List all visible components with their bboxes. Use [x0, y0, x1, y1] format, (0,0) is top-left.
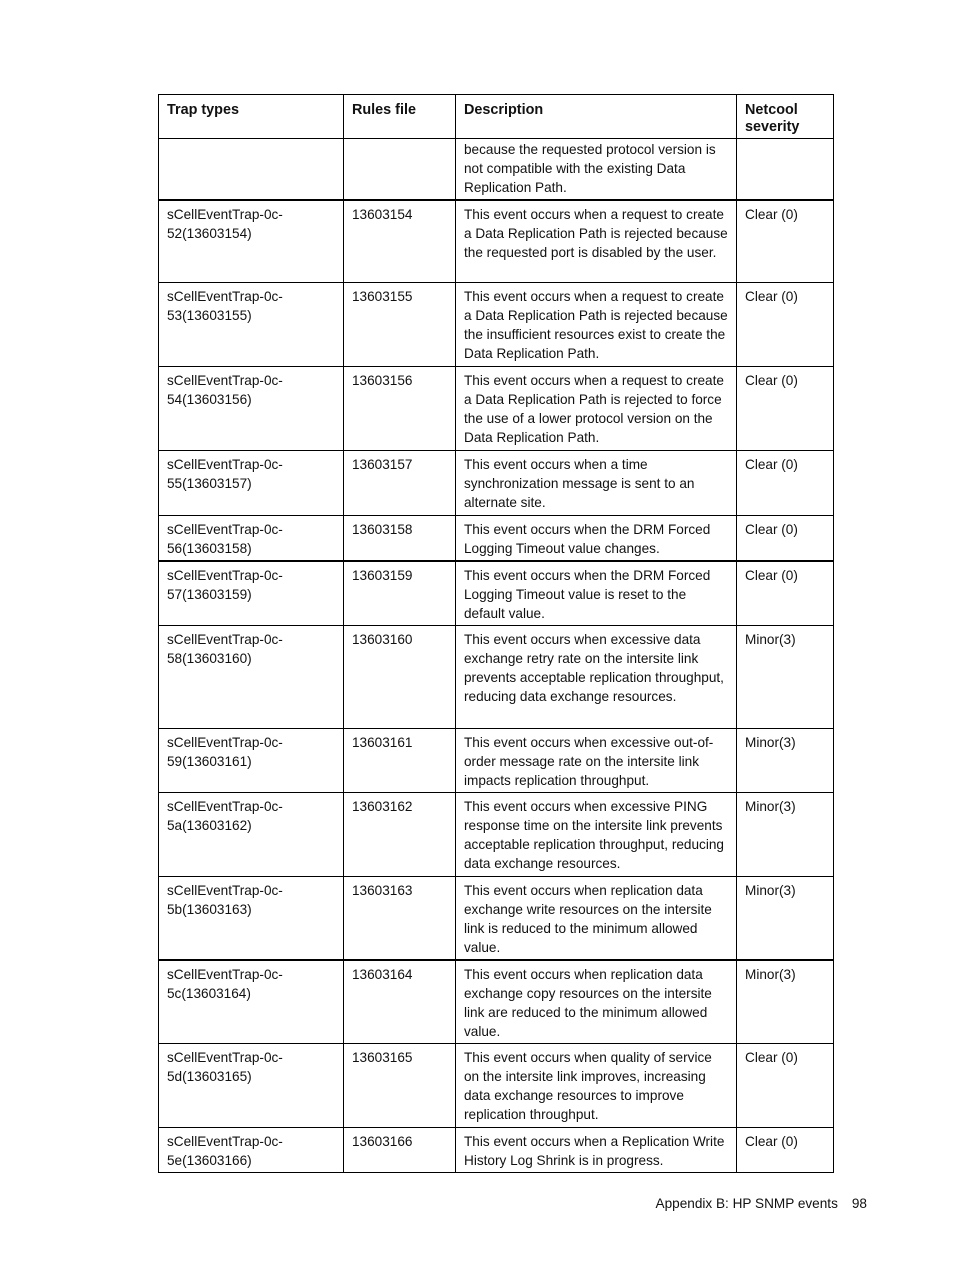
rules-file-cell: 13603165	[344, 1044, 456, 1128]
trap-type-cell: sCellEventTrap-0c-5e(13603166)	[159, 1128, 344, 1173]
description-cell: This event occurs when a request to create a Data Replication Path is rejected because the insufficient resources exist to create the Data Replication Path.	[456, 283, 737, 367]
snmp-events-table	[158, 94, 834, 1173]
header-trap-types: Trap types	[159, 95, 344, 139]
table-row	[159, 200, 834, 283]
description-cell: This event occurs when quality of service on the intersite link improves, increasing data exchange resources to improve replication throughput.	[456, 1044, 737, 1128]
trap-type-cell: sCellEventTrap-0c-55(13603157)	[159, 451, 344, 516]
rules-file-cell: 13603166	[344, 1128, 456, 1173]
rules-file-cell: 13603160	[344, 626, 456, 729]
description-cell: This event occurs when a request to create a Data Replication Path is rejected to force the use of a lower protocol version on the Data Replication Path.	[456, 367, 737, 451]
rules-file-cell: 13603155	[344, 283, 456, 367]
description-cell: This event occurs when replication data exchange copy resources on the intersite link are reduced to the minimum allowed value.	[456, 960, 737, 1044]
footer-section-title: Appendix B: HP SNMP events	[655, 1196, 838, 1211]
severity-cell: Minor(3)	[737, 626, 834, 729]
description-cell: This event occurs when excessive PING response time on the intersite link prevents acceptable replication throughput, reducing data exchange resources.	[456, 793, 737, 877]
rules-file-cell: 13603154	[344, 200, 456, 283]
table-row	[159, 139, 834, 200]
rules-file-cell	[344, 139, 456, 200]
trap-type-cell: sCellEventTrap-0c-56(13603158)	[159, 516, 344, 561]
description-cell: This event occurs when the DRM Forced Logging Timeout value is reset to the default value.	[456, 561, 737, 626]
severity-cell: Clear (0)	[737, 516, 834, 561]
table-header-row	[159, 95, 834, 139]
rules-file-cell: 13603164	[344, 960, 456, 1044]
severity-cell: Clear (0)	[737, 451, 834, 516]
page-footer	[656, 1194, 867, 1213]
trap-type-cell: sCellEventTrap-0c-59(13603161)	[159, 729, 344, 793]
rules-file-cell: 13603156	[344, 367, 456, 451]
header-description: Description	[456, 95, 737, 139]
page-number: 98	[851, 1196, 867, 1211]
severity-cell: Clear (0)	[737, 561, 834, 626]
rules-file-cell: 13603159	[344, 561, 456, 626]
description-cell: This event occurs when a time synchronization message is sent to an alternate site.	[456, 451, 737, 516]
table-row	[159, 960, 834, 1044]
trap-type-cell: sCellEventTrap-0c-5c(13603164)	[159, 960, 344, 1044]
description-cell: This event occurs when excessive out-of-order message rate on the intersite link impacts replication throughput.	[456, 729, 737, 793]
table-row	[159, 1128, 834, 1173]
description-cell: This event occurs when excessive data exchange retry rate on the intersite link prevents acceptable replication throughput, reducing data exchange resources.	[456, 626, 737, 729]
table-row	[159, 626, 834, 729]
severity-cell: Clear (0)	[737, 1128, 834, 1173]
table-row	[159, 367, 834, 451]
table-row	[159, 451, 834, 516]
severity-cell: Minor(3)	[737, 877, 834, 960]
description-cell: because the requested protocol version is not compatible with the existing Data Replication Path.	[456, 139, 737, 200]
table-row	[159, 729, 834, 793]
table-row	[159, 516, 834, 561]
trap-type-cell: sCellEventTrap-0c-5b(13603163)	[159, 877, 344, 960]
description-cell: This event occurs when a Replication Write History Log Shrink is in progress.	[456, 1128, 737, 1173]
description-cell: This event occurs when a request to create a Data Replication Path is rejected because the requested port is disabled by the user.	[456, 200, 737, 283]
trap-type-cell	[159, 139, 344, 200]
trap-type-cell: sCellEventTrap-0c-54(13603156)	[159, 367, 344, 451]
trap-type-cell: sCellEventTrap-0c-5a(13603162)	[159, 793, 344, 877]
severity-cell: Minor(3)	[737, 793, 834, 877]
trap-type-cell: sCellEventTrap-0c-58(13603160)	[159, 626, 344, 729]
header-rules-file: Rules file	[344, 95, 456, 139]
severity-cell	[737, 139, 834, 200]
header-netcool-severity: Netcool severity	[737, 95, 834, 139]
table-row	[159, 793, 834, 877]
severity-cell: Clear (0)	[737, 283, 834, 367]
table-row	[159, 877, 834, 960]
table-row	[159, 561, 834, 626]
severity-cell: Clear (0)	[737, 367, 834, 451]
trap-type-cell: sCellEventTrap-0c-52(13603154)	[159, 200, 344, 283]
severity-cell: Minor(3)	[737, 960, 834, 1044]
trap-type-cell: sCellEventTrap-0c-53(13603155)	[159, 283, 344, 367]
description-cell: This event occurs when replication data exchange write resources on the intersite link is reduced to the minimum allowed value.	[456, 877, 737, 960]
table-row	[159, 283, 834, 367]
rules-file-cell: 13603158	[344, 516, 456, 561]
rules-file-cell: 13603157	[344, 451, 456, 516]
severity-cell: Minor(3)	[737, 729, 834, 793]
table-row	[159, 1044, 834, 1128]
rules-file-cell: 13603163	[344, 877, 456, 960]
trap-type-cell: sCellEventTrap-0c-5d(13603165)	[159, 1044, 344, 1128]
rules-file-cell: 13603161	[344, 729, 456, 793]
rules-file-cell: 13603162	[344, 793, 456, 877]
description-cell: This event occurs when the DRM Forced Logging Timeout value changes.	[456, 516, 737, 561]
trap-type-cell: sCellEventTrap-0c-57(13603159)	[159, 561, 344, 626]
severity-cell: Clear (0)	[737, 200, 834, 283]
severity-cell: Clear (0)	[737, 1044, 834, 1128]
